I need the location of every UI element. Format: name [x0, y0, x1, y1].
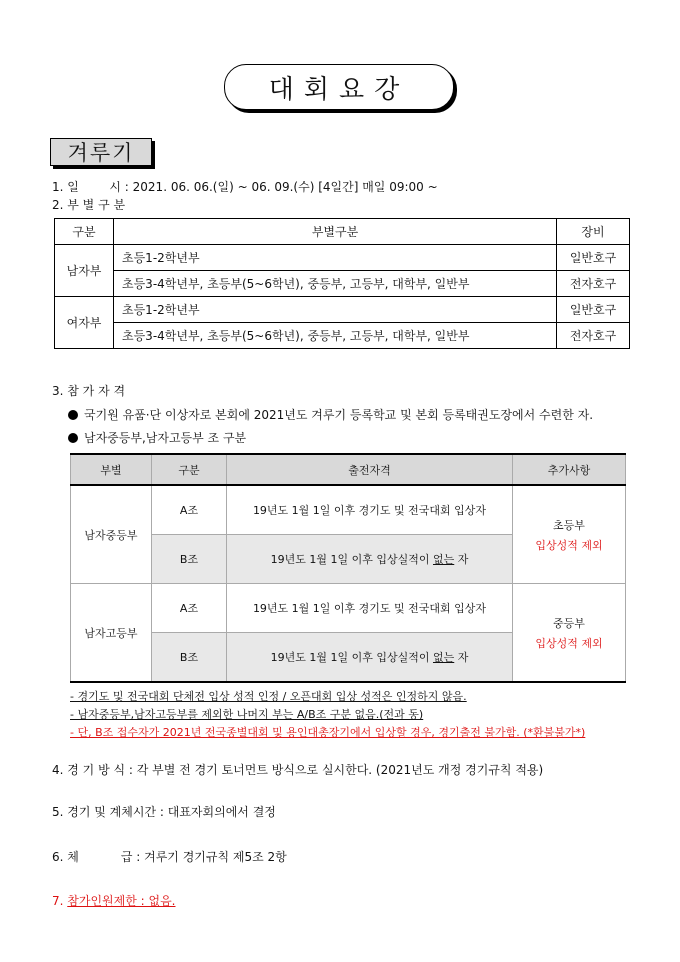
- header-qualification: 출전자격: [227, 454, 513, 485]
- section-title: 겨루기: [50, 138, 152, 166]
- bullet-icon: [68, 433, 78, 443]
- table-row: [71, 584, 626, 633]
- equipment-cell: 전자호구: [557, 323, 630, 349]
- header-equipment: 장비: [557, 219, 630, 245]
- division-cell: 초등1-2학년부: [114, 245, 557, 271]
- extra-cell: [513, 485, 626, 584]
- bullet-text: 남자중등부,남자고등부 조 구분: [84, 431, 247, 445]
- qual-cell: [227, 633, 513, 683]
- division-name: 남자고등부: [71, 584, 152, 683]
- group-cell: A조: [152, 485, 227, 535]
- group-cell: B조: [152, 535, 227, 584]
- division-heading: 2. 부 별 구 분: [52, 198, 126, 212]
- qual-text: 19년도 1월 1일 이후 입상실적이: [270, 553, 433, 566]
- table-row: [71, 485, 626, 535]
- page-title: 대회요강: [224, 64, 454, 110]
- time-line: [52, 803, 276, 820]
- note-2: - 남자중등부,남자고등부를 제외한 나머지 부는 A/B조 구분 없음.(전과 동): [70, 708, 424, 721]
- date-value: : 2021. 06. 06.(일) ~ 06. 09.(수) [4일간] 매일 09:00 ~: [124, 180, 438, 194]
- qual-text-underlined: 없는: [432, 553, 455, 566]
- group-name: 여자부: [55, 297, 114, 349]
- method-label: 4. 경 기 방 식: [52, 763, 126, 777]
- division-cell: 초등3-4학년부, 초등부(5~6학년), 중등부, 고등부, 대학부, 일반부: [114, 271, 557, 297]
- group-cell: A조: [152, 584, 227, 633]
- qualification-heading: 3. 참 가 자 격: [52, 384, 126, 398]
- extra-cell: [513, 584, 626, 683]
- weight-value: : 겨루기 경기규칙 제5조 2항: [136, 850, 287, 864]
- time-value: : 대표자회의에서 결정: [159, 805, 276, 819]
- qual-text: 자: [454, 651, 469, 664]
- group-cell: B조: [152, 633, 227, 683]
- qual-cell: 19년도 1월 1일 이후 경기도 및 전국대회 입상자: [227, 584, 513, 633]
- qualification-table: [70, 453, 626, 683]
- group-name: 남자부: [55, 245, 114, 297]
- equipment-cell: 전자호구: [557, 271, 630, 297]
- qual-cell: 19년도 1월 1일 이후 경기도 및 전국대회 입상자: [227, 485, 513, 535]
- weight-label: 6. 체 급: [52, 850, 133, 864]
- qual-text: 자: [454, 553, 469, 566]
- qual-text: 19년도 1월 1일 이후 입상실적이: [270, 651, 433, 664]
- header-division: 부별: [71, 454, 152, 485]
- weight-line: [52, 848, 287, 865]
- extra-title: 초등부: [553, 518, 585, 532]
- limit-label: 7.: [52, 894, 68, 908]
- division-table: [54, 218, 630, 349]
- division-cell: 초등1-2학년부: [114, 297, 557, 323]
- header-gubun: 구분: [55, 219, 114, 245]
- header-extra: 추가사항: [513, 454, 626, 485]
- table-row: [55, 271, 630, 297]
- table-header-row: [71, 454, 626, 485]
- list-item: [68, 406, 593, 423]
- table-header-row: [55, 219, 630, 245]
- table-row: [55, 323, 630, 349]
- date-label: 1. 일 시: [52, 180, 121, 194]
- extra-note: 입상성적 제외: [535, 636, 603, 650]
- extra-note: 입상성적 제외: [535, 538, 603, 552]
- equipment-cell: 일반호구: [557, 245, 630, 271]
- table-row: [55, 297, 630, 323]
- limit-line: [52, 892, 176, 909]
- method-value: : 각 부별 전 경기 토너먼트 방식으로 실시한다. (2021년도 개정 경기규칙 적용): [128, 763, 544, 777]
- bullet-text: 국기원 유품·단 이상자로 본회에 2021년도 겨루기 등록학교 및 본회 등록태권도장에서 수련한 자.: [84, 408, 594, 422]
- time-label: 5. 경기 및 계체시간: [52, 805, 157, 819]
- qual-text-underlined: 없는: [432, 651, 455, 664]
- extra-title: 중등부: [553, 616, 585, 630]
- bullet-icon: [68, 410, 78, 420]
- division-name: 남자중등부: [71, 485, 152, 584]
- date-line: [52, 178, 438, 195]
- limit-value: 참가인원제한 : 없음.: [67, 894, 176, 908]
- list-item: [68, 429, 246, 446]
- equipment-cell: 일반호구: [557, 297, 630, 323]
- qual-cell: [227, 535, 513, 584]
- division-cell: 초등3-4학년부, 초등부(5~6학년), 중등부, 고등부, 대학부, 일반부: [114, 323, 557, 349]
- table-row: [55, 245, 630, 271]
- note-1: - 경기도 및 전국대회 단체전 입상 성적 인정 / 오픈대회 입상 성적은 인정하지 않음.: [70, 690, 467, 703]
- header-division: 부별구분: [114, 219, 557, 245]
- header-group: 구분: [152, 454, 227, 485]
- method-line: [52, 761, 543, 778]
- note-3: - 단, B조 접수자가 2021년 전국종별대회 및 용인대총장기에서 입상할 경우, 경기출전 불가함. (*환불불가*): [70, 726, 586, 739]
